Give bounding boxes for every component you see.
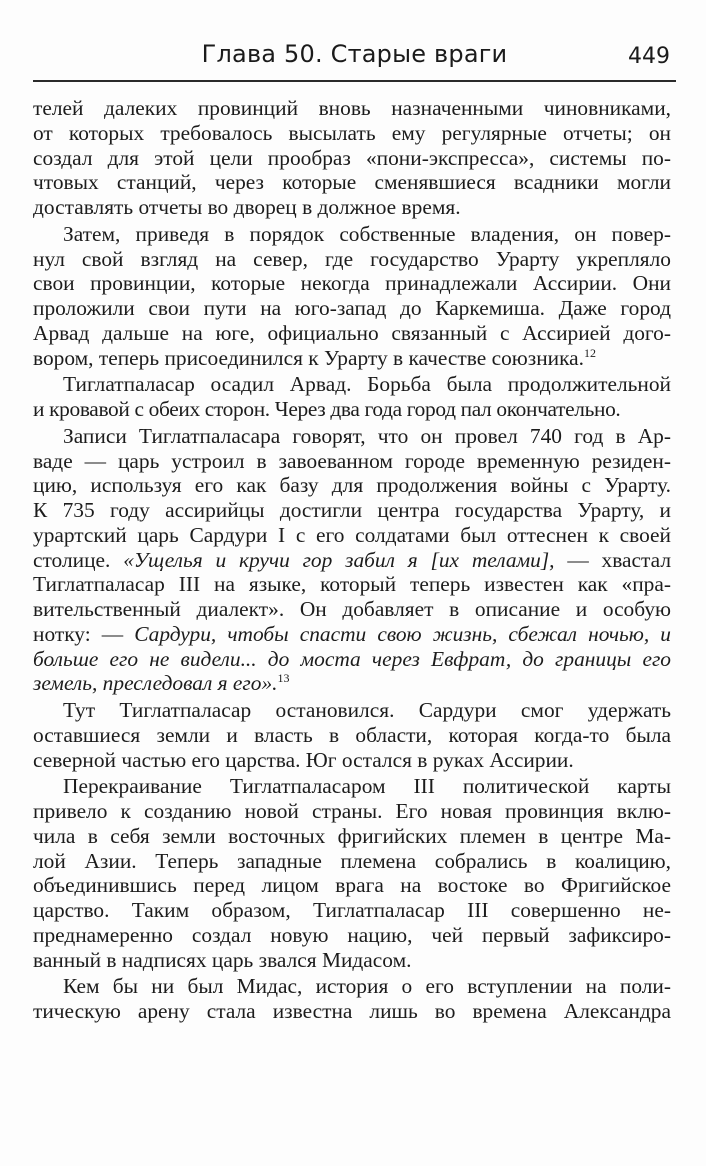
text-line: преднамеренно создал новую нацию, чей первый зафиксиро- — [33, 922, 671, 947]
quote-text: «Ущелья и кручи гор забил я [их телами], — [123, 547, 555, 572]
running-header — [33, 38, 676, 78]
text-segment: — хвастал — [554, 547, 672, 572]
quote-text: земель, преследовал я его». — [33, 671, 278, 696]
paragraph — [33, 372, 671, 422]
text-line: чила в себя земли восточных фригийских племен в центре Ма- — [33, 823, 671, 848]
paragraph — [33, 424, 671, 696]
text-line: и кровавой с обеих сторон. Через два года город пал окончательно. — [33, 397, 621, 421]
body-text — [33, 96, 671, 1026]
text-line: Затем, приведя в порядок собственные владения, он повер- — [63, 221, 671, 246]
text-line: чтовых станций, через которые сменявшиеся всадники могли — [33, 170, 671, 195]
paragraph — [33, 96, 671, 220]
text-line — [33, 548, 671, 573]
text-segment: столице. — [33, 547, 124, 572]
text-line: создал для этой цели прообраз «пони-экспресса», системы по- — [33, 145, 671, 170]
footnote-ref: 12 — [584, 345, 597, 360]
text-line: урартский царь Сардури I с его солдатами был оттеснен к своей — [33, 522, 671, 547]
text-line: привело к созданию новой страны. Его новая провинция вклю- — [33, 799, 671, 823]
text-line: Записи Тиглатпаласара говорят, что он провел 740 год в Ар- — [63, 423, 671, 448]
text-line: Перекраивание Тиглатпаласаром III политической карты — [63, 774, 671, 799]
text-line: Кем бы ни был Мидас, история о его вступлении на поли- — [63, 974, 671, 999]
paragraph — [33, 774, 671, 972]
text-line — [33, 671, 671, 696]
text-line: объединившись перед лицом врага на востоке во Фригийское — [33, 873, 671, 898]
header-rule — [33, 80, 676, 82]
paragraph — [33, 222, 671, 371]
quote-text: больше его не видели... до моста через Евфрат, до границы его — [33, 646, 671, 671]
text-line: ваде — царь устроил в завоеванном городе временную резиден- — [33, 448, 671, 473]
footnote-ref: 13 — [277, 671, 290, 686]
text-line: телей далеких провинций вновь назначенными чиновниками, — [33, 96, 671, 120]
text-line: Тиглатпаласар осадил Арвад. Борьба была продолжительной — [63, 372, 671, 397]
text-segment: вором, теперь присоединился к Урарту в качестве союзника. — [33, 345, 585, 370]
text-line: доставлять отчеты во дворец в должное время. — [33, 195, 461, 219]
text-line: Арвад дальше на юге, официально связанный с Ассирией дого- — [33, 320, 671, 345]
text-line: Тиглатпаласар III на языке, который теперь известен как «пра- — [33, 572, 671, 597]
text-line: царство. Таким образом, Тиглатпаласар III совершенно не- — [33, 898, 671, 922]
text-line: Тут Тиглатпаласар остановился. Сардури смог удержать — [63, 698, 671, 722]
text-line: вительственный диалект». Он добавляет в описание и особую — [33, 597, 671, 621]
paragraph — [33, 698, 671, 772]
page-number: 449 — [628, 44, 670, 69]
text-line: цию, используя его как базу для продолжения войны с Урарту. — [33, 473, 671, 498]
text-line: лой Азии. Теперь западные племена собрались в коалицию, — [33, 848, 671, 873]
text-segment: нотку: — — [33, 621, 135, 646]
text-line — [33, 346, 671, 371]
text-line — [33, 622, 671, 647]
text-line: оставшиеся земли и власть в области, которая когда-то была — [33, 722, 671, 747]
text-line: от которых требовалось высылать ему регулярные отчеты; он — [33, 120, 671, 145]
chapter-title: Глава 50. Старые враги — [201, 40, 508, 68]
text-line: нул свой взгляд на север, где государство Урарту укрепляло — [33, 246, 671, 271]
quote-text: Сардури, чтобы спасти свою жизнь, сбежал ночью, и — [134, 621, 671, 646]
text-line: северной частью его царства. Юг остался в руках Ассирии. — [33, 747, 574, 772]
text-line: К 735 году ассирийцы достигли центра государства Урарту, и — [33, 498, 671, 522]
text-line: тическую арену стала известна лишь во времена Александра — [33, 999, 671, 1023]
paragraph — [33, 974, 671, 1024]
text-line: проложили свои пути на юго-запад до Каркемиша. Даже город — [33, 296, 671, 320]
text-line: ванный в надписях царь звался Мидасом. — [33, 947, 412, 972]
text-line: свои провинции, которые некогда принадлежали Ассирии. Они — [33, 271, 671, 296]
